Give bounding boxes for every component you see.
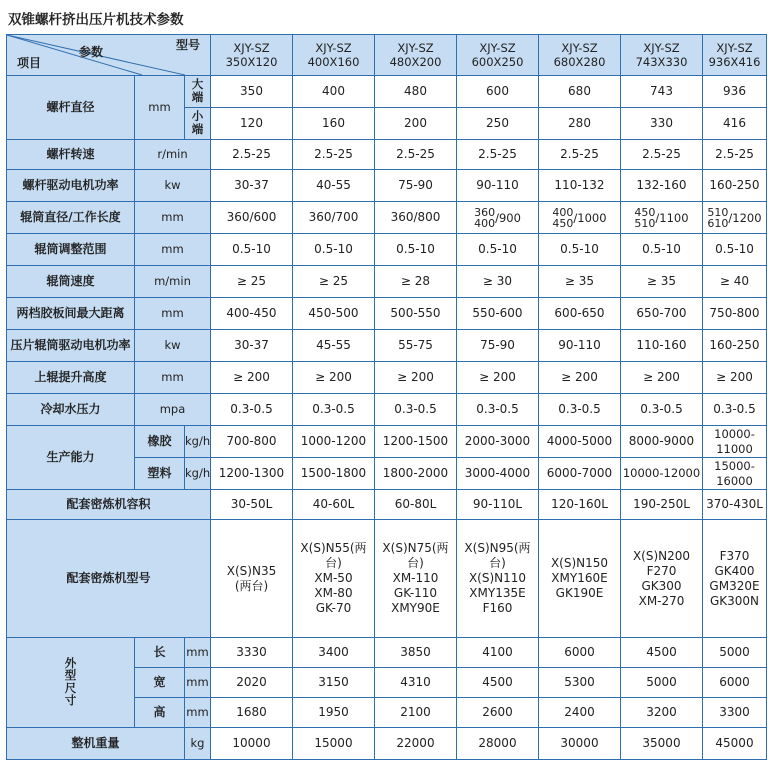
table-cell: 650-700	[621, 298, 703, 330]
table-cell: 280	[539, 108, 621, 140]
model-line: GK-110	[393, 586, 438, 600]
stacked-values	[707, 207, 728, 229]
row-label: 压片辊筒驱动电机功率	[7, 330, 135, 362]
table-cell: 3200	[621, 698, 703, 728]
row-label: 上辊提升高度	[7, 362, 135, 394]
model-line: GK190E	[555, 586, 604, 600]
table-cell: 0.5-10	[293, 234, 375, 266]
stacked-top: 400	[552, 205, 574, 219]
model-line: GK400	[714, 563, 755, 578]
table-cell	[457, 520, 539, 638]
table-cell: 160	[293, 108, 375, 140]
table-cell: 2.5-25	[375, 140, 457, 170]
model-size: 936X416	[708, 55, 761, 69]
label-char: 外	[64, 655, 77, 670]
table-cell: 90-110	[539, 330, 621, 362]
model-series: XJY-SZ	[643, 40, 680, 55]
sub-label: 长	[135, 638, 185, 668]
table-row	[7, 520, 767, 638]
table-cell: 110-160	[621, 330, 703, 362]
table-cell: 1200-1500	[375, 426, 457, 458]
row-label: 辊筒直径/工作长度	[7, 202, 135, 234]
model-size: 350X120	[225, 55, 278, 69]
table-cell: ≥ 200	[293, 362, 375, 394]
table-cell: 3300	[703, 698, 767, 728]
model-line: XMY135E	[469, 586, 526, 600]
model-series: XJY-SZ	[479, 40, 516, 55]
header-param-label: 参数	[79, 45, 104, 59]
table-row	[7, 234, 767, 266]
sub-label-cell	[185, 108, 211, 140]
stacked-values	[634, 207, 655, 229]
table-cell: ≥ 30	[457, 266, 539, 298]
model-col-4	[457, 35, 539, 76]
header-model-label: 型号	[175, 38, 200, 52]
row-unit: mm	[135, 234, 211, 266]
model-series: XJY-SZ	[716, 40, 753, 55]
table-cell: 0.5-10	[457, 234, 539, 266]
row-label: 配套密炼机型号	[7, 520, 211, 638]
row-unit: kg/h	[185, 458, 211, 490]
row-unit: kg	[185, 728, 211, 760]
stacked-values	[552, 207, 573, 229]
model-col-5	[539, 35, 621, 76]
table-cell: 1680	[211, 698, 293, 728]
model-line: XM-50	[314, 571, 353, 585]
table-cell: 10000-11000	[703, 426, 767, 458]
model-line: GM320E	[709, 578, 760, 593]
row-unit: mm	[135, 298, 211, 330]
row-label: 配套密炼机容积	[7, 490, 211, 520]
table-row	[7, 140, 767, 170]
table-cell: 15000-16000	[703, 458, 767, 490]
table-cell: 4500	[457, 668, 539, 698]
table-cell: 60-80L	[375, 490, 457, 520]
table-cell: 1800-2000	[375, 458, 457, 490]
stacked-bottom: 450	[552, 216, 574, 230]
table-cell	[375, 520, 457, 638]
table-cell: ≥ 28	[375, 266, 457, 298]
model-line: XM-270	[638, 593, 685, 608]
stacked-top: 510	[707, 205, 729, 219]
header-row	[7, 35, 767, 76]
table-row	[7, 170, 767, 202]
table-cell: 2.5-25	[539, 140, 621, 170]
stacked-rest: /900	[495, 210, 521, 225]
table-cell: 5300	[539, 668, 621, 698]
table-cell: 10000	[211, 728, 293, 760]
model-line: XM-80	[314, 586, 353, 600]
table-cell	[457, 202, 539, 234]
table-cell: 550-600	[457, 298, 539, 330]
model-line: F270	[646, 563, 677, 578]
model-line: X(S)N110	[468, 571, 527, 585]
table-cell: 10000-12000	[621, 458, 703, 490]
table-cell: 0.3-0.5	[703, 394, 767, 426]
table-row	[7, 76, 767, 108]
sub-label: 宽	[135, 668, 185, 698]
sub-label: 塑料	[135, 458, 185, 490]
table-cell: ≥ 35	[621, 266, 703, 298]
model-line: (两台)	[234, 578, 269, 593]
table-cell: 600-650	[539, 298, 621, 330]
table-cell: 0.5-10	[211, 234, 293, 266]
table-cell: 250	[457, 108, 539, 140]
table-cell: ≥ 25	[211, 266, 293, 298]
row-unit: mm	[185, 668, 211, 698]
table-cell: 45-55	[293, 330, 375, 362]
row-unit: mm	[135, 76, 185, 140]
table-row	[7, 362, 767, 394]
header-corner-cell	[7, 35, 211, 76]
model-line: X(S)N95(两台)	[464, 541, 531, 570]
table-cell: 0.5-10	[703, 234, 767, 266]
table-cell: 2000-3000	[457, 426, 539, 458]
table-cell: 30-50L	[211, 490, 293, 520]
model-size: 400X160	[307, 55, 360, 69]
row-label: 螺杆直径	[7, 76, 135, 140]
model-col-1	[211, 35, 293, 76]
model-series: XJY-SZ	[397, 40, 434, 55]
model-line: XMY160E	[551, 571, 608, 585]
model-col-7	[703, 35, 767, 76]
table-cell: ≥ 40	[703, 266, 767, 298]
table-cell: 3150	[293, 668, 375, 698]
table-cell: 3000-4000	[457, 458, 539, 490]
table-cell: 6000	[703, 668, 767, 698]
table-cell: 0.3-0.5	[621, 394, 703, 426]
table-cell: 400	[293, 76, 375, 108]
dimension-label	[64, 657, 78, 708]
page-title: 双锥螺杆挤出压片机技术参数	[8, 12, 184, 28]
row-unit: kw	[135, 170, 211, 202]
row-label: 螺杆转速	[7, 140, 135, 170]
table-cell: 30-37	[211, 330, 293, 362]
stacked-rest: /1100	[655, 210, 689, 225]
model-line: GK300	[641, 578, 682, 593]
model-col-6	[621, 35, 703, 76]
row-unit: mm	[185, 638, 211, 668]
table-cell: 360/800	[375, 202, 457, 234]
table-cell	[539, 202, 621, 234]
header-item-label: 项目	[17, 56, 42, 70]
table-cell: 600	[457, 76, 539, 108]
table-cell	[621, 202, 703, 234]
table-cell	[703, 520, 767, 638]
table-cell: ≥ 35	[539, 266, 621, 298]
table-cell	[621, 520, 703, 638]
label-char: 尺	[64, 680, 77, 695]
table-cell: 3400	[293, 638, 375, 668]
stacked-top: 360	[474, 205, 496, 219]
table-cell: 350	[211, 76, 293, 108]
table-cell: 120-160L	[539, 490, 621, 520]
table-cell: 28000	[457, 728, 539, 760]
table-cell: 0.5-10	[375, 234, 457, 266]
table-cell: 2020	[211, 668, 293, 698]
table-cell: 55-75	[375, 330, 457, 362]
table-row	[7, 298, 767, 330]
model-series: XJY-SZ	[561, 40, 598, 55]
table-cell: 200	[375, 108, 457, 140]
model-size: 480X200	[389, 55, 442, 69]
table-cell	[539, 520, 621, 638]
label-char: 型	[64, 668, 77, 683]
table-cell: 30-37	[211, 170, 293, 202]
table-cell: 360/700	[293, 202, 375, 234]
table-row	[7, 266, 767, 298]
table-cell: 190-250L	[621, 490, 703, 520]
table-cell: 450-500	[293, 298, 375, 330]
row-label: 两档胶板间最大距离	[7, 298, 135, 330]
table-cell: 35000	[621, 728, 703, 760]
table-row	[7, 426, 767, 458]
table-cell: 75-90	[375, 170, 457, 202]
table-row	[7, 202, 767, 234]
table-cell: 4500	[621, 638, 703, 668]
table-cell: 40-60L	[293, 490, 375, 520]
spec-table	[6, 34, 767, 760]
table-cell: 370-430L	[703, 490, 767, 520]
table-cell: 75-90	[457, 330, 539, 362]
model-line: X(S)N35	[226, 563, 277, 578]
row-unit: kw	[135, 330, 211, 362]
table-cell	[293, 520, 375, 638]
table-cell: 160-250	[703, 330, 767, 362]
table-cell: 5000	[703, 638, 767, 668]
table-cell: 40-55	[293, 170, 375, 202]
table-cell: 700-800	[211, 426, 293, 458]
table-cell: 2400	[539, 698, 621, 728]
row-unit: mpa	[135, 394, 211, 426]
row-unit: kg/h	[185, 426, 211, 458]
table-cell: 0.3-0.5	[293, 394, 375, 426]
table-cell: 0.3-0.5	[539, 394, 621, 426]
model-line: X(S)N55(两台)	[300, 541, 367, 570]
table-cell: 8000-9000	[621, 426, 703, 458]
table-row	[7, 330, 767, 362]
table-cell: 1950	[293, 698, 375, 728]
stacked-bottom: 400	[474, 216, 496, 230]
table-cell: 2600	[457, 698, 539, 728]
table-cell: 45000	[703, 728, 767, 760]
model-size: 743X330	[635, 55, 688, 69]
table-cell: 680	[539, 76, 621, 108]
table-cell: 2.5-25	[293, 140, 375, 170]
table-cell: 30000	[539, 728, 621, 760]
model-series: XJY-SZ	[233, 40, 270, 55]
stacked-rest: /1000	[573, 210, 607, 225]
model-line: F370	[719, 548, 750, 563]
table-cell: 936	[703, 76, 767, 108]
row-label: 生产能力	[7, 426, 135, 490]
row-label	[7, 638, 135, 728]
table-cell: ≥ 200	[375, 362, 457, 394]
model-size: 600X250	[471, 55, 524, 69]
row-unit: mm	[135, 362, 211, 394]
row-label: 螺杆驱动电机功率	[7, 170, 135, 202]
table-cell: 480	[375, 76, 457, 108]
sub-label: 小端	[191, 109, 204, 136]
table-cell: ≥ 200	[457, 362, 539, 394]
row-unit: m/min	[135, 266, 211, 298]
sub-label: 大端	[191, 77, 204, 104]
table-cell: 0.3-0.5	[457, 394, 539, 426]
table-cell: ≥ 25	[293, 266, 375, 298]
table-cell: 2.5-25	[457, 140, 539, 170]
table-row	[7, 728, 767, 760]
table-cell: 4100	[457, 638, 539, 668]
table-cell: 90-110	[457, 170, 539, 202]
table-row	[7, 490, 767, 520]
table-cell: 360/600	[211, 202, 293, 234]
table-cell: 90-110L	[457, 490, 539, 520]
table-cell: 15000	[293, 728, 375, 760]
table-cell: 160-250	[703, 170, 767, 202]
stacked-values	[474, 207, 495, 229]
model-col-3	[375, 35, 457, 76]
row-label: 辊筒调整范围	[7, 234, 135, 266]
table-cell: 743	[621, 76, 703, 108]
table-cell: 400-450	[211, 298, 293, 330]
table-cell: 4310	[375, 668, 457, 698]
table-cell: 0.3-0.5	[375, 394, 457, 426]
row-unit: r/min	[135, 140, 211, 170]
table-cell	[703, 202, 767, 234]
table-cell: 132-160	[621, 170, 703, 202]
model-line: XM-110	[392, 571, 439, 585]
row-unit: mm	[185, 698, 211, 728]
row-label: 辊筒速度	[7, 266, 135, 298]
table-cell: 22000	[375, 728, 457, 760]
table-cell: ≥ 200	[539, 362, 621, 394]
table-cell: 750-800	[703, 298, 767, 330]
table-cell: 6000-7000	[539, 458, 621, 490]
stacked-bottom: 510	[634, 216, 656, 230]
table-cell: 3850	[375, 638, 457, 668]
table-cell: 2.5-25	[621, 140, 703, 170]
sub-label-cell	[185, 76, 211, 108]
model-series: XJY-SZ	[315, 40, 352, 55]
table-cell: 2.5-25	[211, 140, 293, 170]
row-unit: mm	[135, 202, 211, 234]
sub-label: 橡胶	[135, 426, 185, 458]
table-cell: 2.5-25	[703, 140, 767, 170]
table-cell: 6000	[539, 638, 621, 668]
table-cell: ≥ 200	[211, 362, 293, 394]
table-cell: 330	[621, 108, 703, 140]
stacked-top: 450	[634, 205, 656, 219]
model-size: 680X280	[553, 55, 606, 69]
model-line: F160	[482, 601, 513, 615]
table-cell: ≥ 200	[703, 362, 767, 394]
model-col-2	[293, 35, 375, 76]
table-cell: ≥ 200	[621, 362, 703, 394]
model-line: XMY90E	[391, 601, 440, 615]
table-cell: 0.5-10	[621, 234, 703, 266]
table-cell: 3330	[211, 638, 293, 668]
table-row	[7, 638, 767, 668]
table-row	[7, 394, 767, 426]
table-cell: 1200-1300	[211, 458, 293, 490]
table-cell: 0.3-0.5	[211, 394, 293, 426]
row-label: 整机重量	[7, 728, 185, 760]
label-char: 寸	[64, 693, 77, 708]
stacked-bottom: 610	[707, 216, 729, 230]
table-cell: 1500-1800	[293, 458, 375, 490]
model-line: X(S)N150	[550, 556, 609, 570]
table-cell: 120	[211, 108, 293, 140]
table-cell: 2100	[375, 698, 457, 728]
model-line: GK300N	[709, 593, 760, 608]
table-cell: 4000-5000	[539, 426, 621, 458]
sub-label: 高	[135, 698, 185, 728]
stacked-rest: /1200	[728, 210, 762, 225]
table-cell: 0.5-10	[539, 234, 621, 266]
table-cell: 1000-1200	[293, 426, 375, 458]
model-line: GK-70	[315, 601, 352, 615]
model-line: X(S)N75(两台)	[382, 541, 449, 570]
model-line: X(S)N200	[632, 548, 691, 563]
table-cell: 416	[703, 108, 767, 140]
table-cell: 500-550	[375, 298, 457, 330]
row-label: 冷却水压力	[7, 394, 135, 426]
table-cell	[211, 520, 293, 638]
table-cell: 110-132	[539, 170, 621, 202]
table-cell: 5000	[621, 668, 703, 698]
